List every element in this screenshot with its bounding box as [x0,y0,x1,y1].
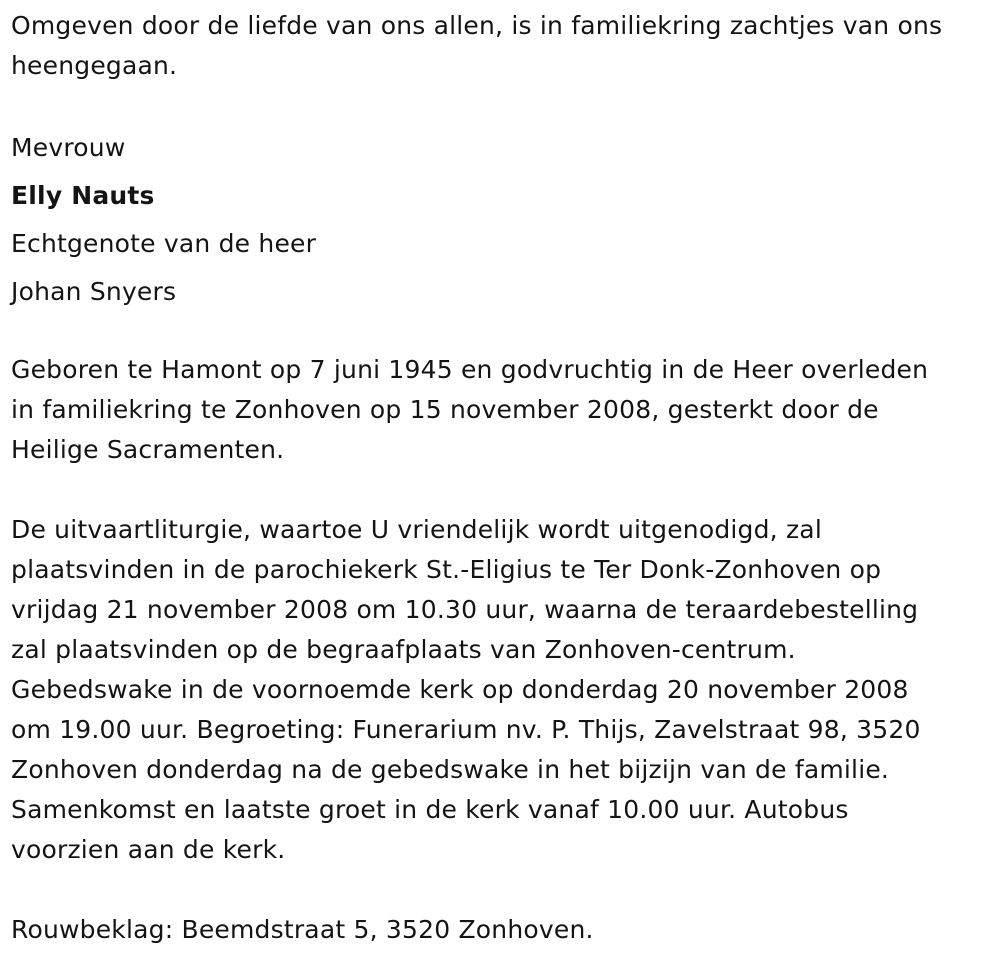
condolence-address: Rouwbeklag: Beemdstraat 5, 3520 Zonhoven. [11,915,594,944]
birth-death-line: Geboren te Hamont op 7 juni 1945 en godvruchtig in de Heer overleden [11,355,929,384]
deceased-block [11,124,991,316]
spouse-name: Johan Snyers [11,277,177,306]
funeral-line: De uitvaartliturgie, waartoe U vriendelijk wordt uitgenodigd, zal [11,515,822,544]
funeral-line: zal plaatsvinden op de begraafplaats van Zonhoven-centrum. [11,635,796,664]
funeral-line: plaatsvinden in de parochiekerk St.-Eligius te Ter Donk-Zonhoven op [11,555,882,584]
birth-death-line: Heilige Sacramenten. [11,435,285,464]
deceased-title: Mevrouw [11,133,126,162]
birth-death-paragraph [11,350,986,470]
birth-death-line: in familiekring te Zonhoven op 15 november 2008, gesterkt door de [11,395,879,424]
funeral-line: Samenkomst en laatste groet in de kerk vanaf 10.00 uur. Autobus [11,795,849,824]
condolence-paragraph [11,910,986,950]
intro-paragraph [11,6,991,86]
funeral-line: voorzien aan de kerk. [11,835,286,864]
deceased-relation: Echtgenote van de heer [11,229,317,258]
deceased-name: Elly Nauts [11,181,155,210]
funeral-line: Gebedswake in de voornoemde kerk op donderdag 20 november 2008 [11,675,909,704]
funeral-line: Zonhoven donderdag na de gebedswake in het bijzijn van de familie. [11,755,890,784]
intro-line: heengegaan. [11,51,178,80]
funeral-line: om 19.00 uur. Begroeting: Funerarium nv. P. Thijs, Zavelstraat 98, 3520 [11,715,921,744]
funeral-paragraph [11,510,986,870]
funeral-line: vrijdag 21 november 2008 om 10.30 uur, waarna de teraardebestelling [11,595,919,624]
intro-line: Omgeven door de liefde van ons allen, is in familiekring zachtjes van ons [11,11,943,40]
